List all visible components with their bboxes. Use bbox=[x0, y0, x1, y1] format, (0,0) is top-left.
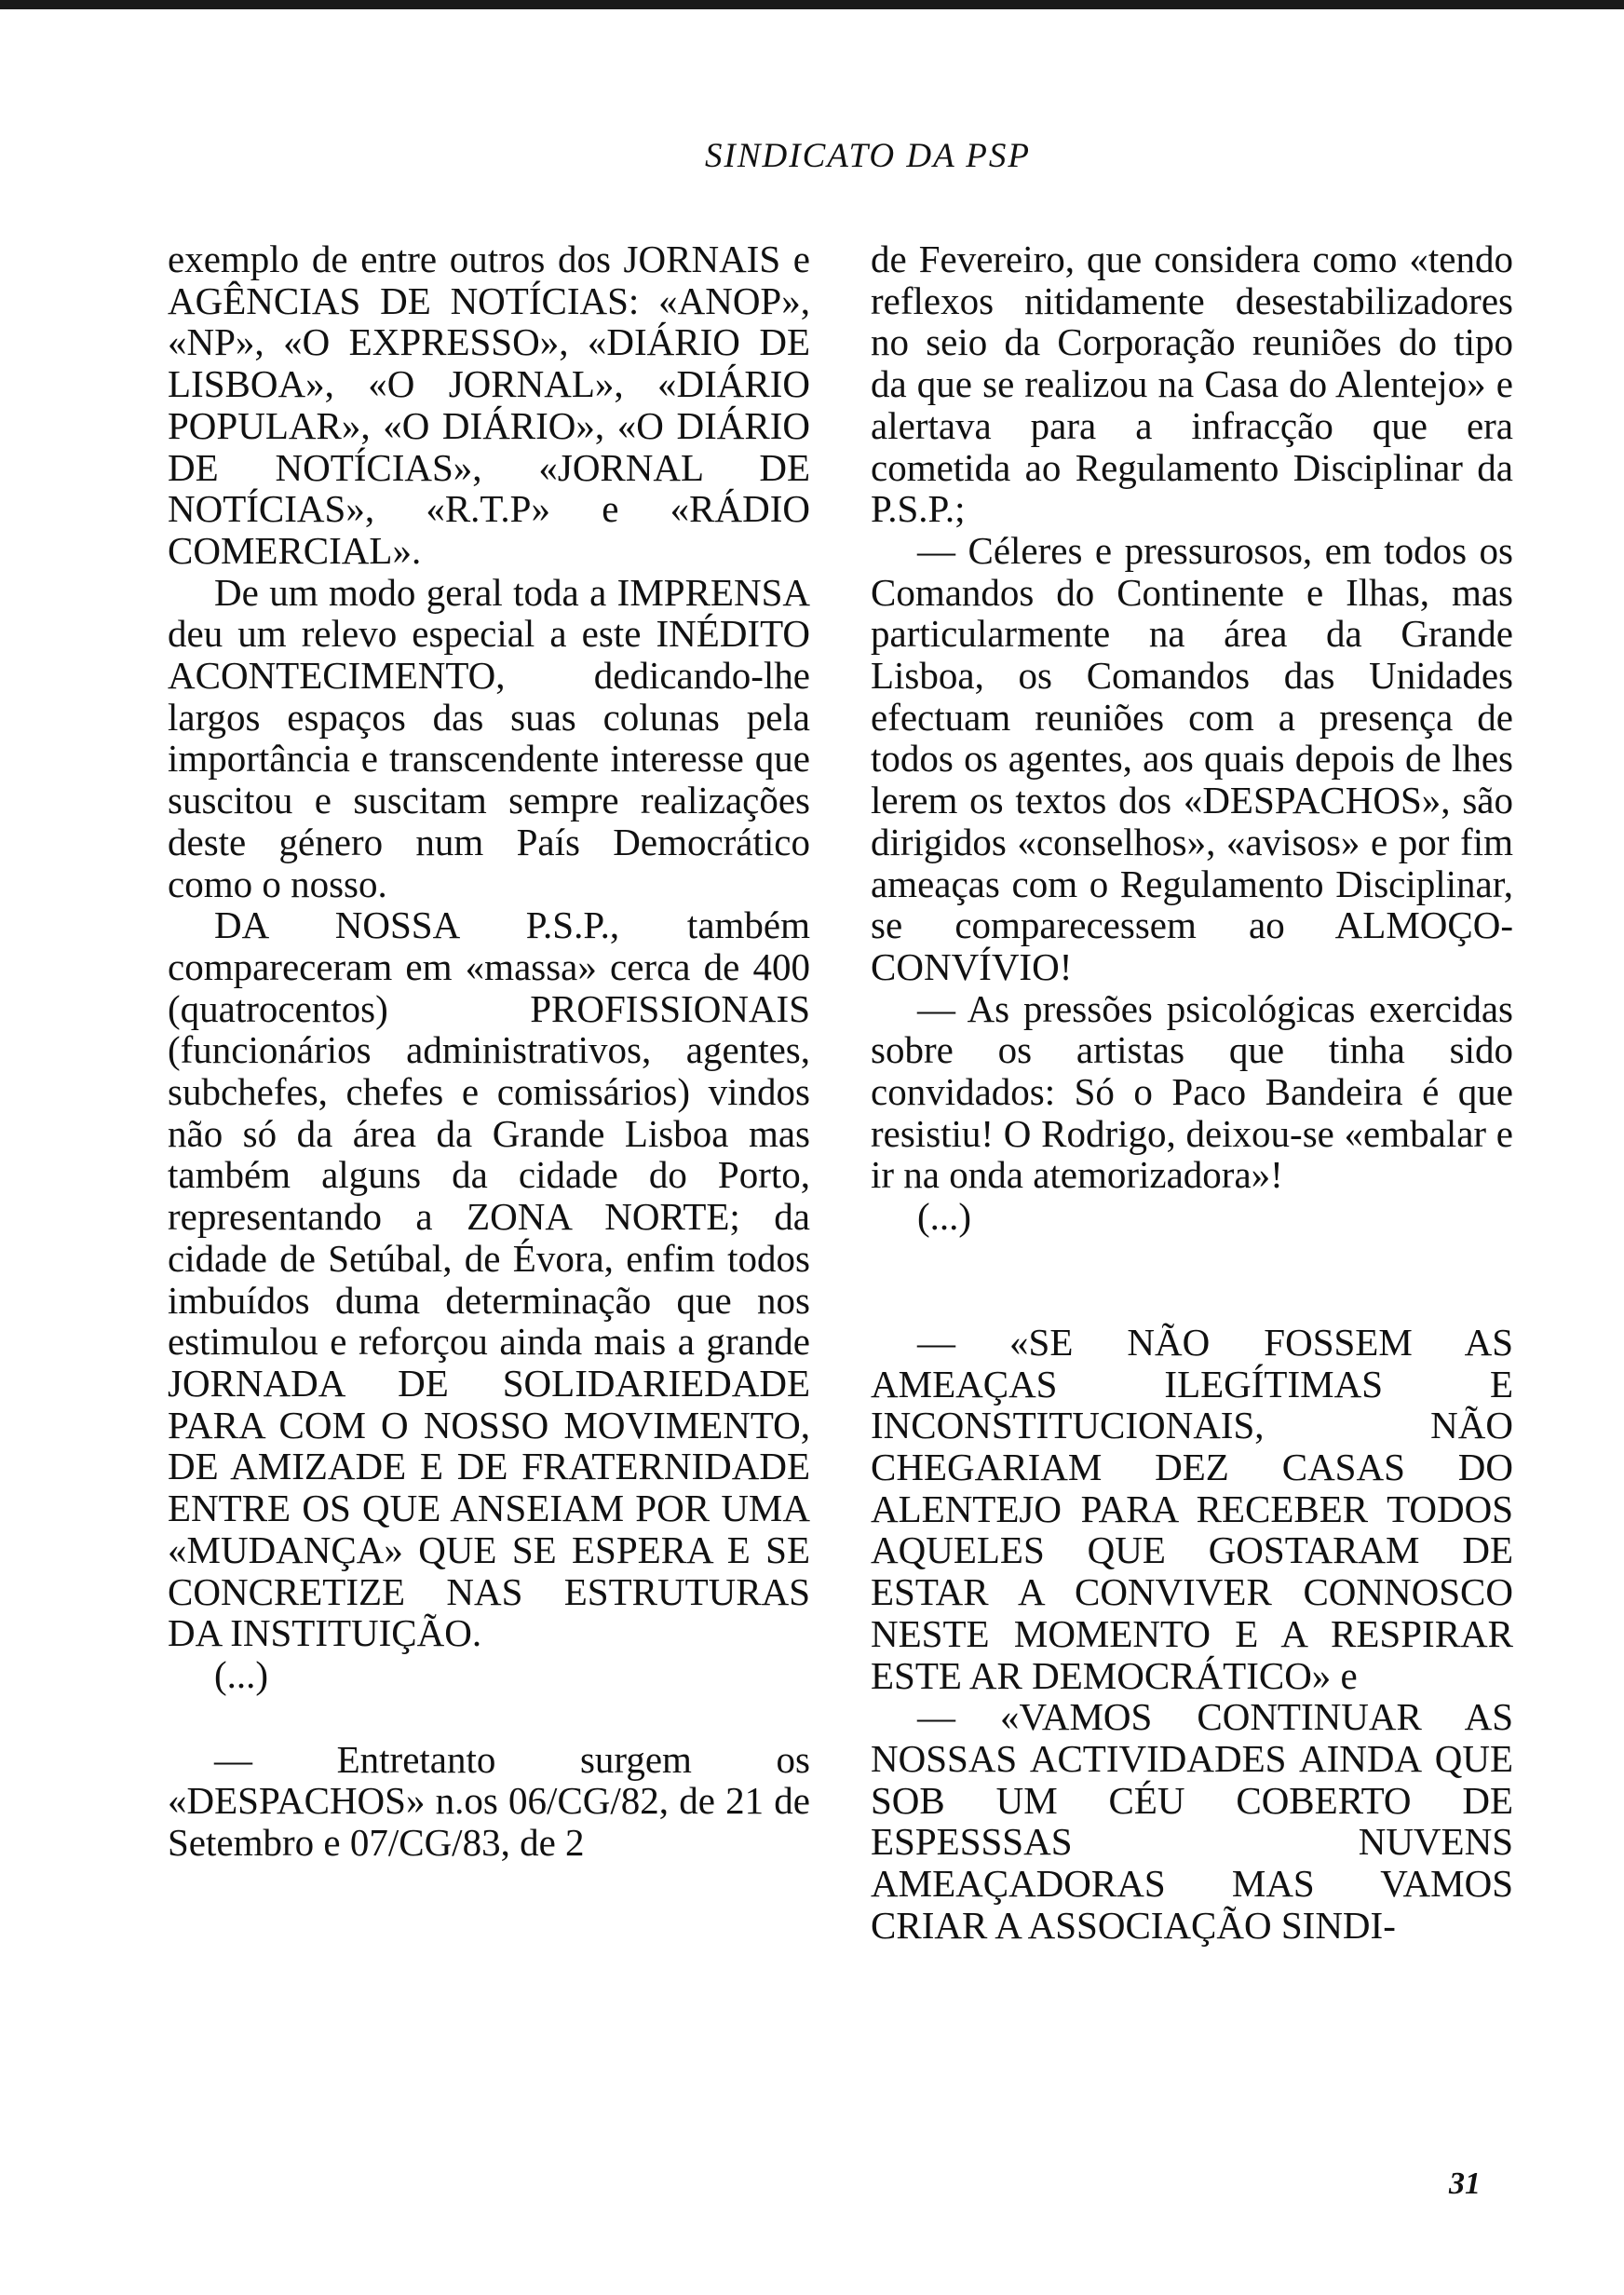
paragraph-psp-attendance: DA NOSSA P.S.P., também compareceram em «massa» cerca de 400 (quatrocentos) PROFISSIONAIS (funcionários administrativos, agentes, subchefes, chefes e comissários) vindos não só da área da Grande Lisboa mas também alguns da cidade do Porto, representando a ZONA NORTE; da cidade de Setúbal, de Évora, enfim todos imbuídos duma determinação que nos estimulou e reforçou ainda mais a grande JORNADA DE SOLIDARIEDADE PARA COM O NOSSO MOVIMENTO, DE AMIZADE E DE FRATERNIDADE ENTRE OS QUE ANSEIAM POR UMA «MUDANÇA» QUE SE ESPERA E SE CONCRETIZE NAS ESTRUTURAS DA INSTITUIÇÃO. bbox=[168, 903, 810, 1655]
paragraph-commands-meetings: — Céleres e pressurosos, em todos os Comandos do Continente e Ilhas, mas particularmente na área da Grande Lisboa, os Comandos das Unidades efectuam reuniões com a presença de todos os agentes, aos quais depois de lhes lerem os textos dos «DESPACHOS», são dirigidos «conselhos», «avisos» e por fim ameaças com o Regulamento Disciplinar, se comparecessem ao ALMOÇO-CONVÍVIO! bbox=[871, 528, 1513, 988]
paragraph-despachos-continued: de Fevereiro, que considera como «tendo reflexos nitidamente desestabilizadores no seio da Corporação reuniões do tipo da que se realizou na Casa do Alentejo» e alertava para a infracção que era cometida ao Regulamento Disciplinar da P.S.P.; bbox=[871, 238, 1513, 531]
page-number: 31 bbox=[1449, 2166, 1481, 2201]
right-column bbox=[871, 238, 1513, 1946]
paragraph-press-coverage: De um modo geral toda a IMPRENSA deu um relevo especial a este INÉDITO ACONTECIMENTO, dedicando-lhe largos espaços das suas colunas pela importância e transcendente interesse que suscitou e suscitam sempre realizações deste género num País Democrático como o nosso. bbox=[168, 570, 810, 905]
ellipsis-marker: (...) bbox=[214, 1652, 269, 1696]
running-header: SINDICATO DA PSP bbox=[705, 137, 1031, 175]
paragraph-despachos: — Entretanto surgem os «DESPACHOS» n.os 06/CG/82, de 21 de Setembro e 07/CG/83, de 2 bbox=[168, 1737, 810, 1865]
left-column bbox=[168, 238, 810, 1864]
paragraph-press-list: exemplo de entre outros dos JORNAIS e AGÊNCIAS DE NOTÍCIAS: «ANOP», «NP», «O EXPRESSO», «DIÁRIO DE LISBOA», «O JORNAL», «DIÁRIO POPULAR», «O DIÁRIO», «O DIÁRIO DE NOTÍCIAS», «JORNAL DE NOTÍCIAS», «R.T.P» e «RÁDIO COMERCIAL». bbox=[168, 238, 810, 572]
top-border-rule bbox=[0, 0, 1624, 9]
quote-threats: — «SE NÃO FOSSEM AS AMEAÇAS ILEGÍTIMAS E INCONSTITUCIONAIS, NÃO CHEGARIAM DEZ CASAS DO ALENTEJO PARA RECEBER TODOS AQUELES QUE GOSTARAM DE ESTAR A CONVIVER CONNOSCO NESTE MOMENTO E A RESPIRAR ESTE AR DEMOCRÁTICO» e bbox=[871, 1320, 1513, 1697]
ellipsis-marker: (...) bbox=[917, 1195, 972, 1239]
paragraph-psychological-pressure: — As pressões psicológicas exercidas sobre os artistas que tinha sido convidados: Só o Paco Bandeira é que resistiu! O Rodrigo, deixou-se «embalar e ir na onda atemorizadora»! bbox=[871, 986, 1513, 1197]
quote-continue-activities: — «VAMOS CONTINUAR AS NOSSAS ACTIVIDADES AINDA QUE SOB UM CÉU COBERTO DE ESPESSSAS NUVENS AMEAÇADORAS MAS VAMOS CRIAR A ASSOCIAÇÃO SINDI- bbox=[871, 1695, 1513, 1947]
